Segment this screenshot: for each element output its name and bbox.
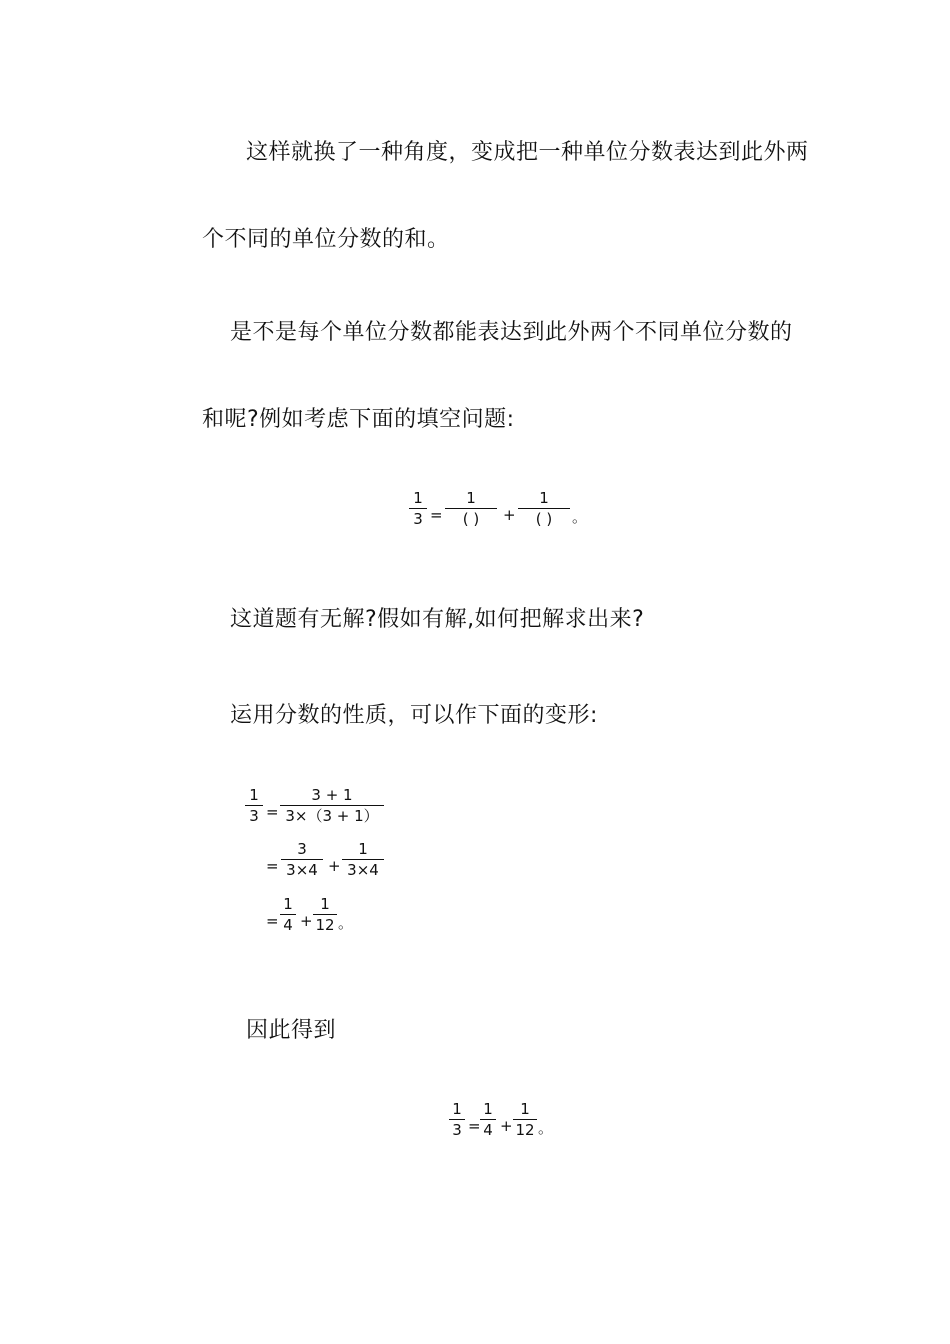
numerator: 1 xyxy=(449,1100,465,1120)
denominator: 12 xyxy=(315,916,335,934)
period: 。 xyxy=(538,1119,554,1137)
numerator: 1 xyxy=(445,489,497,509)
fraction-one-fourth xyxy=(480,1100,496,1139)
fraction-expanded xyxy=(280,786,384,825)
numerator: 1 xyxy=(245,786,263,806)
numerator: 3 + 1 xyxy=(280,786,384,806)
numerator: 1 xyxy=(313,895,337,915)
numerator: 3 xyxy=(281,840,323,860)
denominator: 3 xyxy=(413,510,423,528)
fraction-one-third xyxy=(245,786,263,825)
numerator: 1 xyxy=(342,840,384,860)
equals-sign: = xyxy=(468,1117,481,1135)
denominator: 12 xyxy=(515,1121,535,1139)
fraction-one-third xyxy=(409,489,427,528)
plus-sign: + xyxy=(300,912,313,930)
equals-sign: = xyxy=(266,857,279,875)
numerator: 1 xyxy=(518,489,570,509)
denominator: 3×4 xyxy=(286,861,318,879)
denominator: 3 xyxy=(249,807,259,825)
paragraph-2-line-2: 和呢?例如考虑下面的填空问题: xyxy=(202,407,515,432)
fraction-one-twelfth xyxy=(313,895,337,934)
numerator: 1 xyxy=(280,895,296,915)
paragraph-3: 这道题有无解?假如有解,如何把解求出来? xyxy=(230,607,645,632)
fraction-1-over-3x4 xyxy=(342,840,384,879)
denominator-blank: ( ) xyxy=(462,510,480,528)
fraction-one-fourth xyxy=(280,895,296,934)
period: 。 xyxy=(338,914,354,932)
denominator: 3×4 xyxy=(347,861,379,879)
equals-sign: = xyxy=(266,912,279,930)
fraction-3-over-3x4 xyxy=(281,840,323,879)
plus-sign: + xyxy=(328,857,341,875)
denominator: 4 xyxy=(283,916,293,934)
paragraph-4: 运用分数的性质，可以作下面的变形: xyxy=(230,703,598,728)
fraction-one-twelfth xyxy=(513,1100,537,1139)
paragraph-1-line-2: 个不同的单位分数的和。 xyxy=(202,227,450,252)
denominator: 3×（3 + 1） xyxy=(285,807,379,825)
denominator: 3 xyxy=(452,1121,462,1139)
denominator-blank: ( ) xyxy=(535,510,553,528)
fraction-one-third xyxy=(449,1100,465,1139)
numerator: 1 xyxy=(513,1100,537,1120)
equals-sign: = xyxy=(430,506,443,524)
equals-sign: = xyxy=(266,803,279,821)
plus-sign: + xyxy=(500,1117,513,1135)
period: 。 xyxy=(572,508,588,526)
numerator: 1 xyxy=(409,489,427,509)
fraction-blank-2 xyxy=(518,489,570,528)
paragraph-5: 因此得到 xyxy=(246,1018,337,1043)
paragraph-2-line-1: 是不是每个单位分数都能表达到此外两个不同单位分数的 xyxy=(230,320,793,345)
numerator: 1 xyxy=(480,1100,496,1120)
paragraph-1-line-1: 这样就换了一种角度，变成把一种单位分数表达到此外两 xyxy=(246,140,809,165)
denominator: 4 xyxy=(483,1121,493,1139)
fraction-blank-1 xyxy=(445,489,497,528)
plus-sign: + xyxy=(503,506,516,524)
